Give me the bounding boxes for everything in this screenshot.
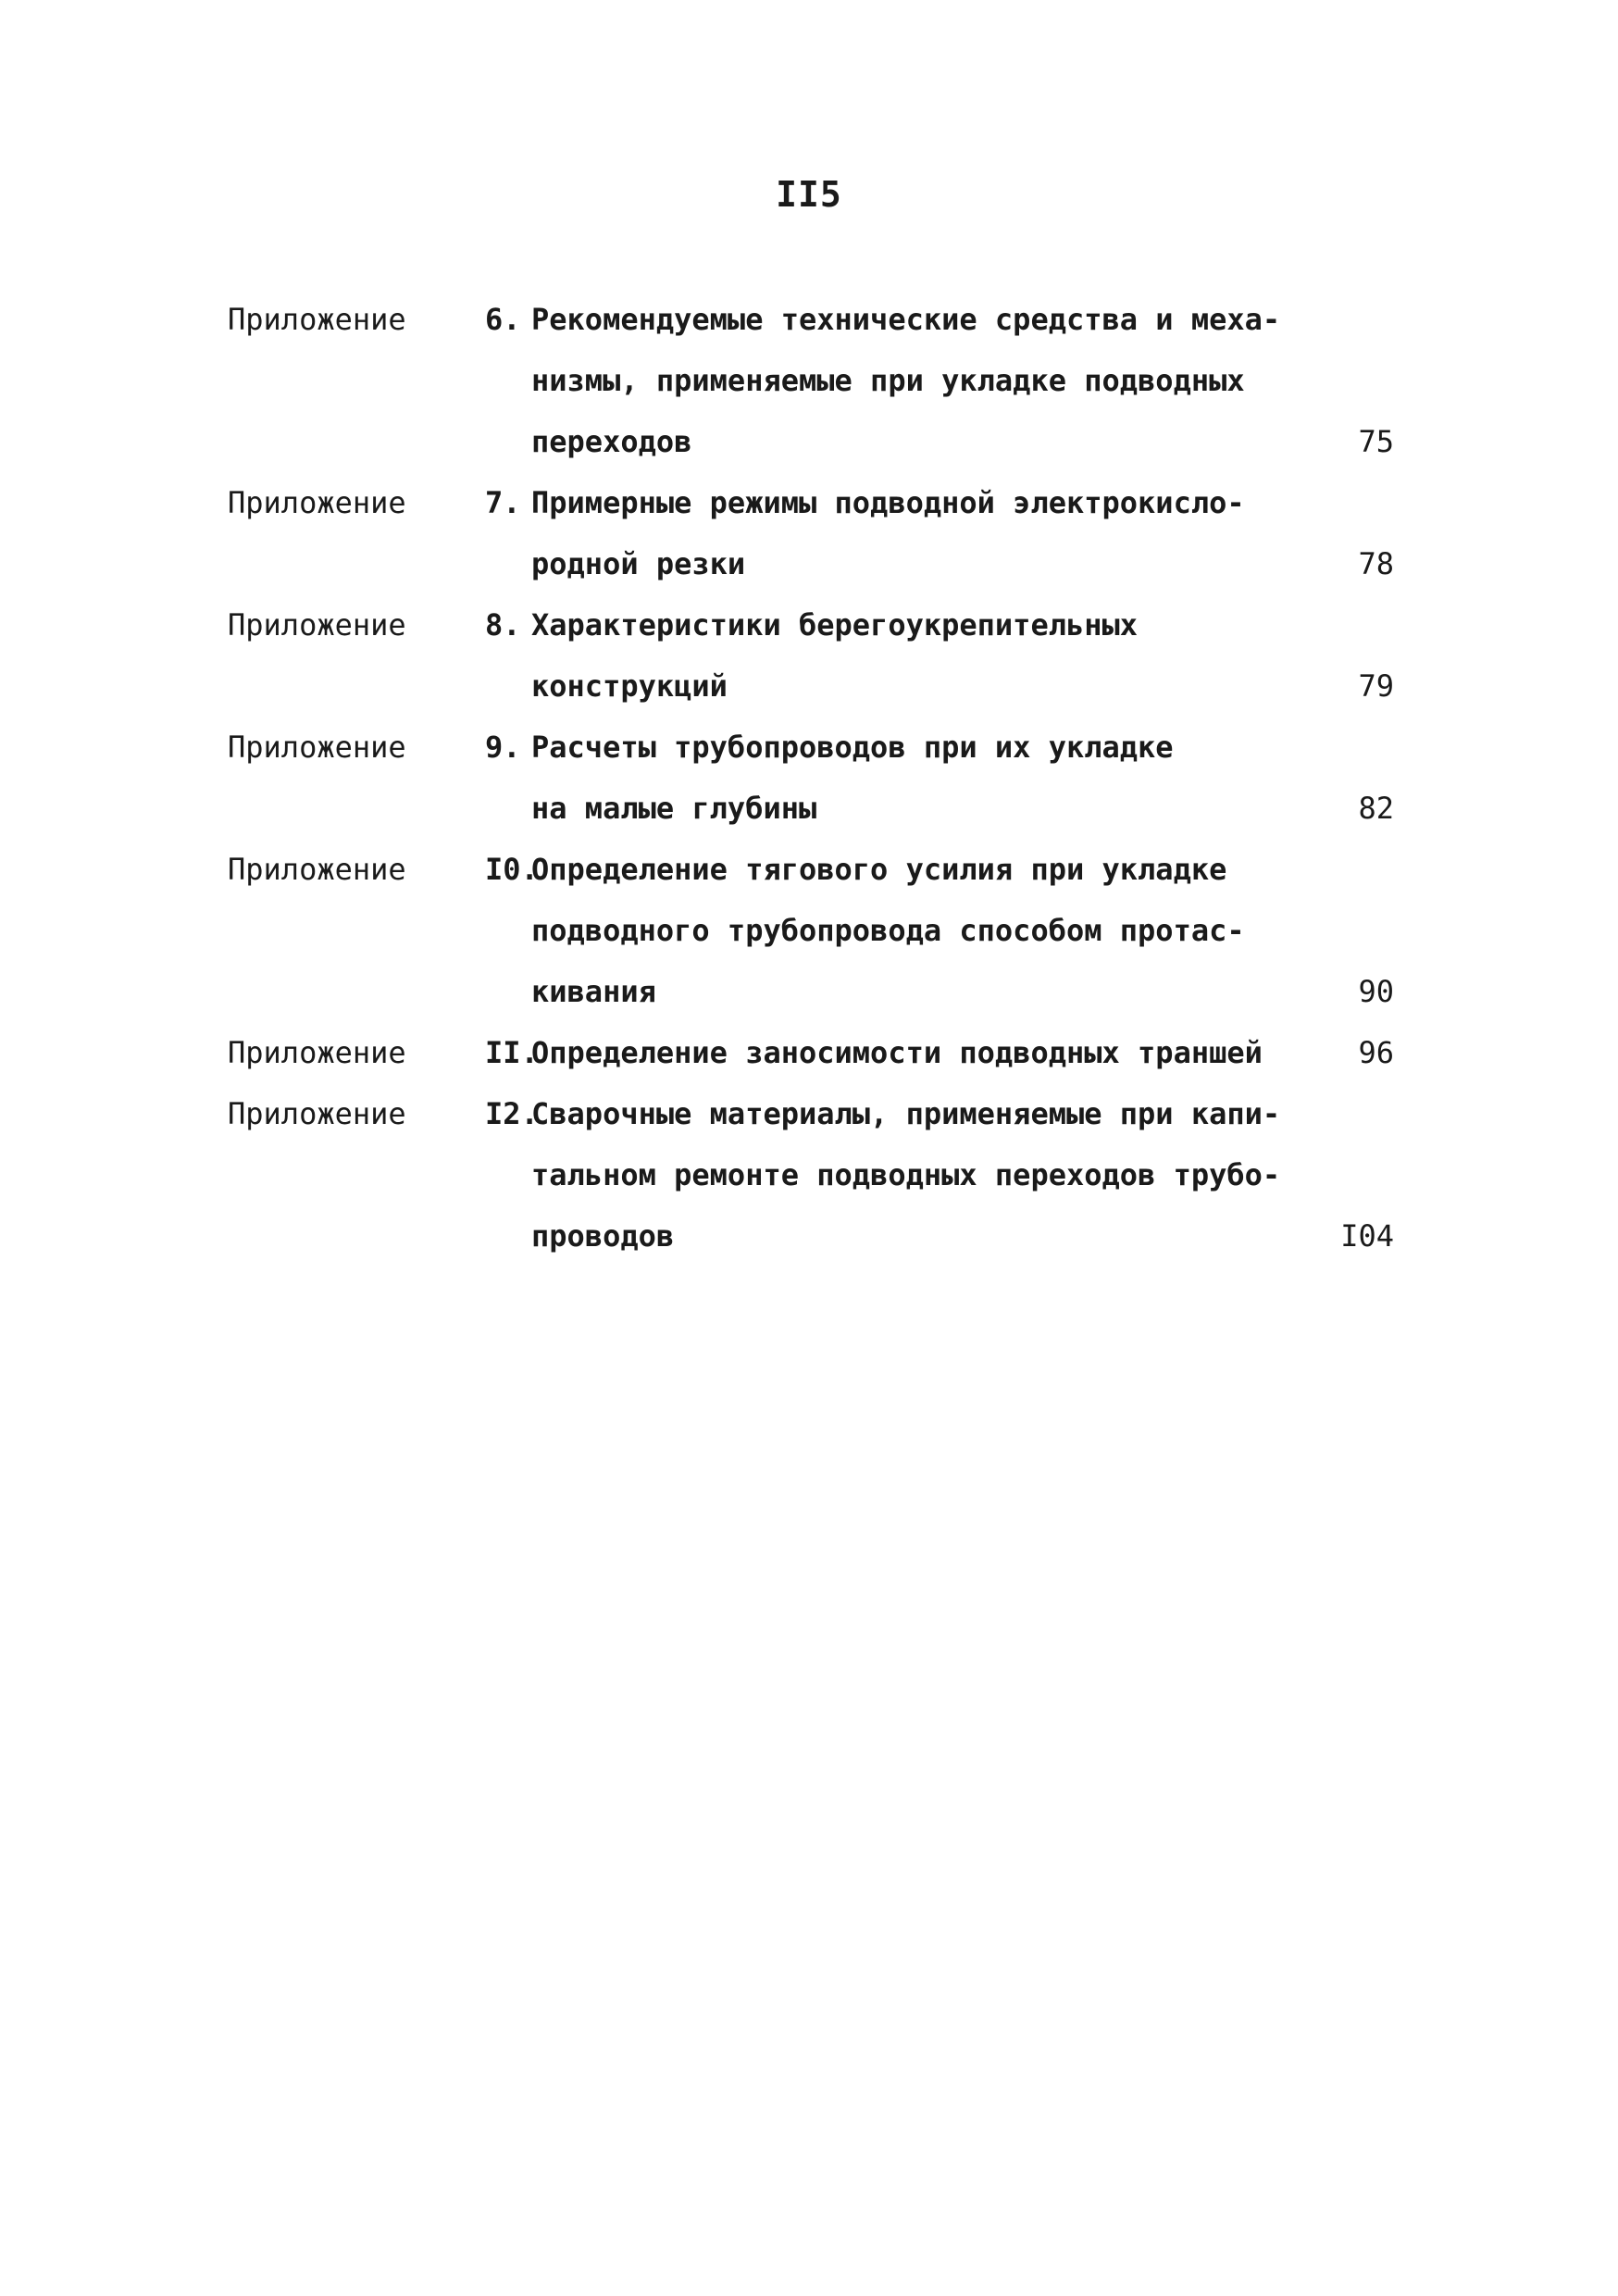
entry-title-line: переходов — [531, 424, 692, 459]
toc-entry-appendix-9 — [228, 717, 1394, 839]
entry-title-line: родной резки — [531, 546, 746, 581]
entry-title-line: низмы, применяемые при укладке подводных — [531, 363, 1245, 398]
entry-page-number: 82 — [1358, 791, 1394, 826]
entry-title-line: тальном ремонте подводных переходов трубо- — [531, 1157, 1281, 1192]
toc-entry-appendix-6 — [228, 289, 1394, 472]
entry-title — [531, 717, 1394, 839]
entry-title-line: подводного трубопровода способом протас- — [531, 913, 1245, 948]
entry-label: Приложение — [228, 852, 406, 887]
entry-label: Приложение — [228, 730, 406, 765]
entry-title — [531, 1083, 1394, 1267]
entry-label: Приложение — [228, 1035, 406, 1070]
entry-title-line: Расчеты трубопроводов при их укладке — [531, 730, 1174, 765]
entry-page-number: 75 — [1358, 424, 1394, 459]
entry-title-line: кивания — [531, 974, 656, 1009]
entry-label: Приложение — [228, 1096, 406, 1131]
entry-title — [531, 839, 1394, 1022]
entry-page-number: 90 — [1358, 974, 1394, 1009]
entry-number: II. — [485, 1035, 539, 1070]
entry-label: Приложение — [228, 302, 406, 337]
entry-number: 9. — [485, 730, 521, 765]
entry-page-number: 79 — [1358, 668, 1394, 704]
entry-title-line: Определение тягового усилия при укладке — [531, 852, 1227, 887]
entry-title-line: Рекомендуемые технические средства и меха- — [531, 302, 1281, 337]
toc-entry-appendix-7 — [228, 472, 1394, 594]
toc-entry-appendix-12 — [228, 1083, 1394, 1267]
entry-title-line: на малые глубины — [531, 791, 817, 826]
toc-entry-appendix-8 — [228, 594, 1394, 717]
entry-number: I0. — [485, 852, 539, 887]
toc-entry-appendix-11 — [228, 1022, 1394, 1083]
entry-title-line: проводов — [531, 1218, 675, 1254]
entry-title-line: Примерные режимы подводной электрокисло- — [531, 485, 1245, 520]
entry-page-number: I04 — [1340, 1218, 1394, 1254]
entry-page-number: 96 — [1358, 1035, 1394, 1070]
entry-number: 7. — [485, 485, 521, 520]
entry-title — [531, 289, 1394, 472]
toc-entry-appendix-10 — [228, 839, 1394, 1022]
entry-title-line: конструкций — [531, 668, 728, 704]
entry-page-number: 78 — [1358, 546, 1394, 581]
entry-title-line: Сварочные материалы, применяемые при капи- — [531, 1096, 1281, 1131]
entry-label: Приложение — [228, 607, 406, 643]
entry-title — [531, 594, 1394, 717]
entry-title — [531, 472, 1394, 594]
table-of-contents — [228, 289, 1394, 1267]
entry-label: Приложение — [228, 485, 406, 520]
entry-number: 6. — [485, 302, 521, 337]
page-number: II5 — [776, 174, 842, 215]
entry-title-line: Характеристики берегоукрепительных — [531, 607, 1139, 643]
entry-title — [531, 1022, 1394, 1083]
entry-number: 8. — [485, 607, 521, 643]
entry-number: I2. — [485, 1096, 539, 1131]
entry-title-line: Определение заносимости подводных траншей — [531, 1035, 1263, 1070]
